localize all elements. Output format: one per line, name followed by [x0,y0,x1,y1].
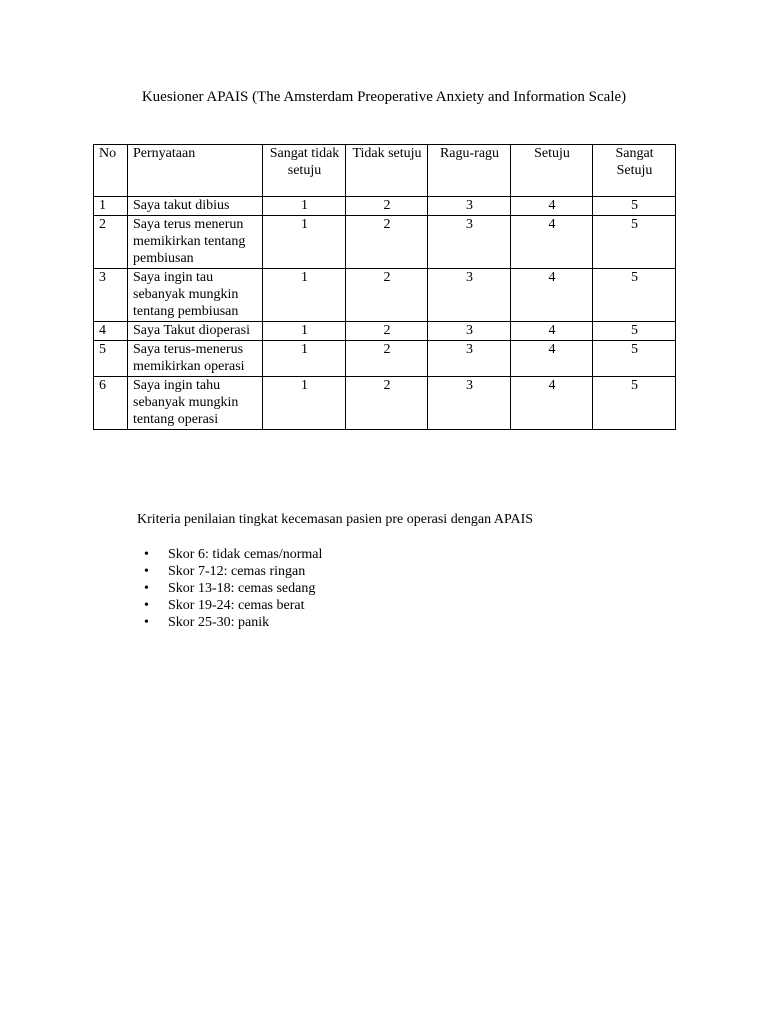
row-statement: Saya terus menerun memikirkan tentang pembiusan [128,216,263,269]
row-number: 1 [94,197,128,216]
row-score-5: 5 [593,216,676,269]
table-row [94,197,676,216]
header-disagree: Tidak setuju [346,145,428,197]
row-score-1: 1 [263,322,346,341]
row-score-4: 4 [511,377,593,430]
header-statement: Pernyataan [128,145,263,197]
row-score-1: 1 [263,269,346,322]
row-score-4: 4 [511,269,593,322]
row-number: 5 [94,341,128,377]
row-score-5: 5 [593,377,676,430]
row-number: 3 [94,269,128,322]
bullet-icon: • [144,598,149,613]
row-score-3: 3 [428,322,511,341]
row-score-5: 5 [593,322,676,341]
criteria-item-text: Skor 7-12: cemas ringan [168,564,306,579]
row-score-4: 4 [511,322,593,341]
row-score-3: 3 [428,197,511,216]
row-score-2: 2 [346,197,428,216]
row-statement: Saya Takut dioperasi [128,322,263,341]
header-strongly-agree: Sangat Setuju [593,145,676,197]
row-score-2: 2 [346,322,428,341]
table-row [94,341,676,377]
criteria-item [144,580,322,597]
header-no: No [94,145,128,197]
row-number: 6 [94,377,128,430]
row-score-1: 1 [263,216,346,269]
row-score-4: 4 [511,197,593,216]
row-score-5: 5 [593,341,676,377]
row-score-3: 3 [428,269,511,322]
bullet-icon: • [144,547,149,562]
row-score-2: 2 [346,341,428,377]
bullet-icon: • [144,615,149,630]
table-row [94,322,676,341]
row-number: 2 [94,216,128,269]
criteria-item [144,546,322,563]
table-header-row [94,145,676,197]
page-title: Kuesioner APAIS (The Amsterdam Preoperative Anxiety and Information Scale) [141,89,627,105]
row-number: 4 [94,322,128,341]
criteria-title: Kriteria penilaian tingkat kecemasan pasien pre operasi dengan APAIS [137,512,534,527]
row-score-3: 3 [428,341,511,377]
bullet-icon: • [144,581,149,596]
row-statement: Saya ingin tau sebanyak mungkin tentang pembiusan [128,269,263,322]
row-score-4: 4 [511,341,593,377]
criteria-item [144,597,322,614]
row-score-2: 2 [346,377,428,430]
row-score-1: 1 [263,377,346,430]
header-agree: Setuju [511,145,593,197]
row-score-5: 5 [593,269,676,322]
row-score-2: 2 [346,216,428,269]
criteria-list [144,546,322,631]
row-score-3: 3 [428,216,511,269]
criteria-item-text: Skor 25-30: panik [168,615,270,630]
table-body [94,197,676,430]
criteria-item-text: Skor 13-18: cemas sedang [168,581,316,596]
row-score-3: 3 [428,377,511,430]
bullet-icon: • [144,564,149,579]
header-neutral: Ragu-ragu [428,145,511,197]
header-strongly-disagree: Sangat tidak setuju [263,145,346,197]
criteria-item [144,563,322,580]
table-row [94,216,676,269]
table-row [94,269,676,322]
table-row [94,377,676,430]
row-statement: Saya takut dibius [128,197,263,216]
row-score-1: 1 [263,341,346,377]
criteria-item-text: Skor 6: tidak cemas/normal [168,547,323,562]
row-score-5: 5 [593,197,676,216]
criteria-item-text: Skor 19-24: cemas berat [168,598,305,613]
row-statement: Saya ingin tahu sebanyak mungkin tentang operasi [128,377,263,430]
row-score-2: 2 [346,269,428,322]
row-statement: Saya terus-menerus memikirkan operasi [128,341,263,377]
criteria-item [144,614,322,631]
apais-questionnaire-table [93,144,676,430]
row-score-4: 4 [511,216,593,269]
row-score-1: 1 [263,197,346,216]
